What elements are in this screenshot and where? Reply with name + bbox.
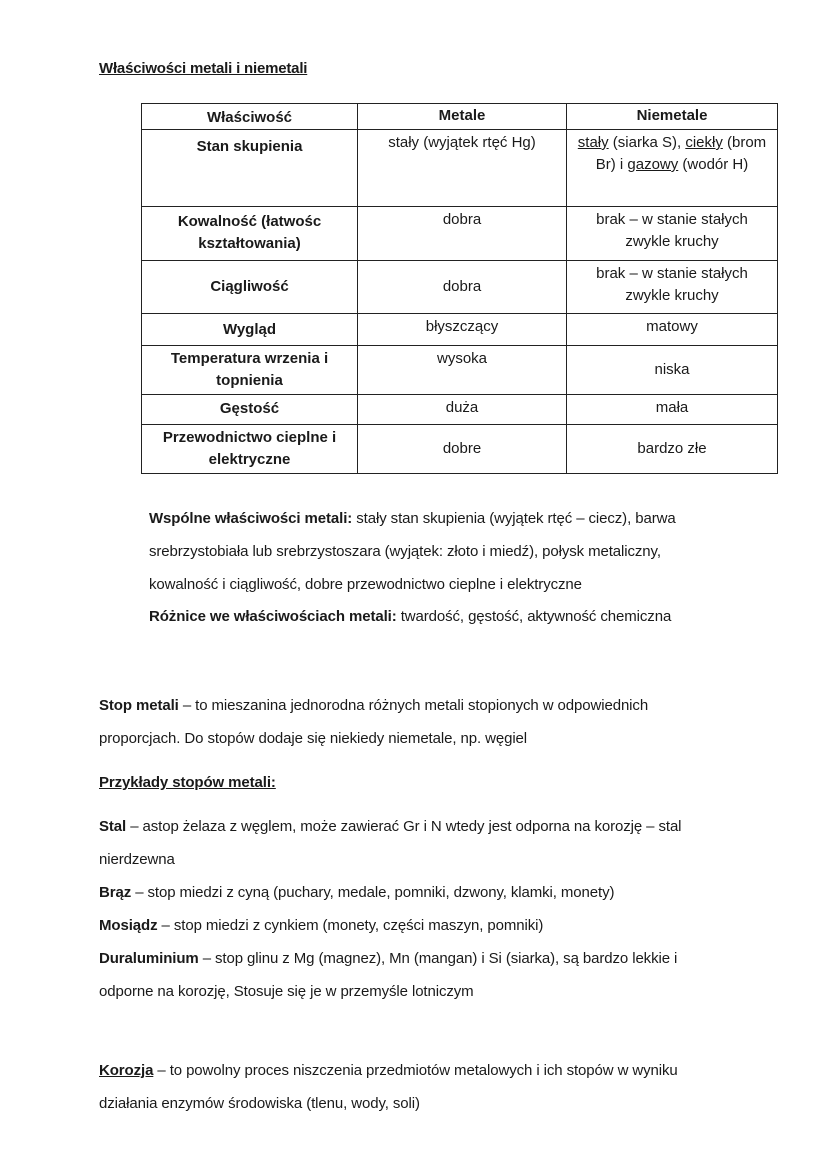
table-row — [142, 346, 778, 395]
common-line-1 — [149, 502, 676, 535]
alloy-text: – to mieszanina jednorodna różnych metali stopionych w odpowiednich — [178, 697, 649, 714]
text-part: (wodór H) — [678, 156, 749, 173]
example-item — [99, 942, 681, 975]
cell-metals: wysoka — [358, 346, 567, 395]
corrosion-definition — [99, 1054, 678, 1120]
header-metals: Metale — [358, 104, 567, 130]
example-text: – astop żelaza z węglem, może zawierać Gr i N wtedy jest odporna na korozję – stal — [126, 818, 682, 835]
example-name: Brąz — [99, 884, 132, 901]
common-label: Wspólne właściwości metali: — [149, 510, 353, 527]
example-text: – stop miedzi z cynkiem (monety, części maszyn, pomniki) — [157, 917, 544, 934]
cell-nonmetals — [567, 130, 778, 207]
alloy-line-2: proporcjach. Do stopów dodaje się niekiedy niemetale, np. węgiel — [99, 730, 528, 747]
corrosion-label: Korozja — [99, 1062, 154, 1079]
cell-nonmetals: brak – w stanie stałych zwykle kruchy — [567, 261, 778, 314]
state-solid: stały — [577, 134, 609, 151]
cell-metals: błyszczący — [358, 314, 567, 346]
common-line-3: kowalność i ciągliwość, dobre przewodnictwo cieplne i elektryczne — [149, 576, 582, 593]
cell-property: Kowalność (łatwośc kształtowania) — [142, 207, 358, 261]
cell-property: Temperatura wrzenia i topnienia — [142, 346, 358, 395]
text-part: (siarka S), — [608, 134, 686, 151]
corrosion-text: – to powolny proces niszczenia przedmiotów metalowych i ich stopów w wyniku — [153, 1062, 678, 1079]
cell-nonmetals: brak – w stanie stałych zwykle kruchy — [567, 207, 778, 261]
cell-metals: dobra — [358, 207, 567, 261]
properties-table — [141, 103, 778, 474]
differences-line — [149, 600, 676, 633]
cell-metals: duża — [358, 395, 567, 425]
corrosion-line-1 — [99, 1054, 678, 1087]
table-header-row — [142, 104, 778, 130]
cell-property: Gęstość — [142, 395, 358, 425]
cell-metals: dobre — [358, 425, 567, 474]
cell-metals: stały (wyjątek rtęć Hg) — [358, 130, 567, 207]
cell-nonmetals: matowy — [567, 314, 778, 346]
example-text: – stop miedzi z cyną (puchary, medale, pomniki, dzwony, klamki, monety) — [131, 884, 615, 901]
text-part: (brom Br) i — [595, 134, 767, 173]
alloy-line-1 — [99, 689, 648, 722]
example-item — [99, 876, 681, 909]
corrosion-line-2: działania enzymów środowiska (tlenu, wody, soli) — [99, 1095, 420, 1112]
example-name: Duraluminium — [99, 950, 199, 967]
alloy-label: Stop metali — [99, 697, 179, 714]
example-item — [99, 810, 681, 843]
header-nonmetals: Niemetale — [567, 104, 778, 130]
example-name: Mosiądz — [99, 917, 158, 934]
example-item — [99, 909, 681, 942]
table-row — [142, 207, 778, 261]
header-property: Właściwość — [142, 104, 358, 130]
common-line-2: srebrzystobiała lub srebrzystoszara (wyjątek: złoto i miedź), połysk metaliczny, — [149, 543, 661, 560]
table-row — [142, 395, 778, 425]
state-gas: gazowy — [627, 156, 679, 173]
differences-label: Różnice we właściwościach metali: — [149, 608, 397, 625]
alloy-definition — [99, 689, 648, 755]
example-item-continued: nierdzewna — [99, 851, 175, 868]
examples-list — [99, 810, 681, 1008]
table-row — [142, 314, 778, 346]
cell-property: Przewodnictwo cieplne i elektryczne — [142, 425, 358, 474]
example-text: – stop glinu z Mg (magnez), Mn (mangan) i Si (siarka), są bardzo lekkie i — [198, 950, 678, 967]
table-row — [142, 130, 778, 207]
examples-heading: Przykłady stopów metali: — [99, 774, 276, 791]
cell-property: Wygląd — [142, 314, 358, 346]
cell-nonmetals: niska — [567, 346, 778, 395]
common-properties — [149, 502, 676, 633]
cell-metals: dobra — [358, 261, 567, 314]
example-name: Stal — [99, 818, 127, 835]
cell-property: Stan skupienia — [142, 130, 358, 207]
differences-text: twardość, gęstość, aktywność chemiczna — [396, 608, 672, 625]
cell-nonmetals: mała — [567, 395, 778, 425]
common-text: stały stan skupienia (wyjątek rtęć – ciecz), barwa — [352, 510, 676, 527]
table-row — [142, 261, 778, 314]
example-item-continued: odporne na korozję, Stosuje się je w przemyśle lotniczym — [99, 983, 474, 1000]
cell-property: Ciągliwość — [142, 261, 358, 314]
state-liquid: ciekły — [685, 134, 723, 151]
cell-nonmetals: bardzo złe — [567, 425, 778, 474]
table-row — [142, 425, 778, 474]
page-title: Właściwości metali i niemetali — [99, 60, 308, 77]
